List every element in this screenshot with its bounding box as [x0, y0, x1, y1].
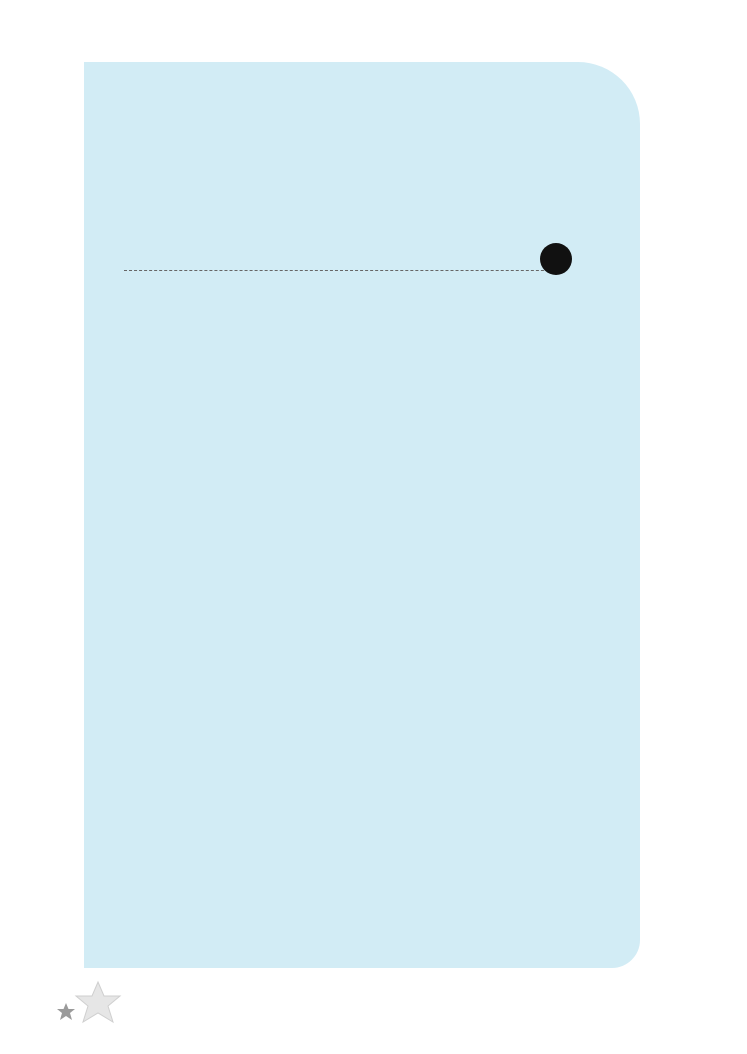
star-icon	[70, 980, 126, 1026]
content-panel	[84, 62, 640, 968]
chapter-page-badge	[540, 243, 572, 275]
small-star-icon	[55, 1002, 77, 1022]
chapter-divider	[124, 270, 564, 271]
chapter-heading[interactable]	[126, 246, 566, 274]
